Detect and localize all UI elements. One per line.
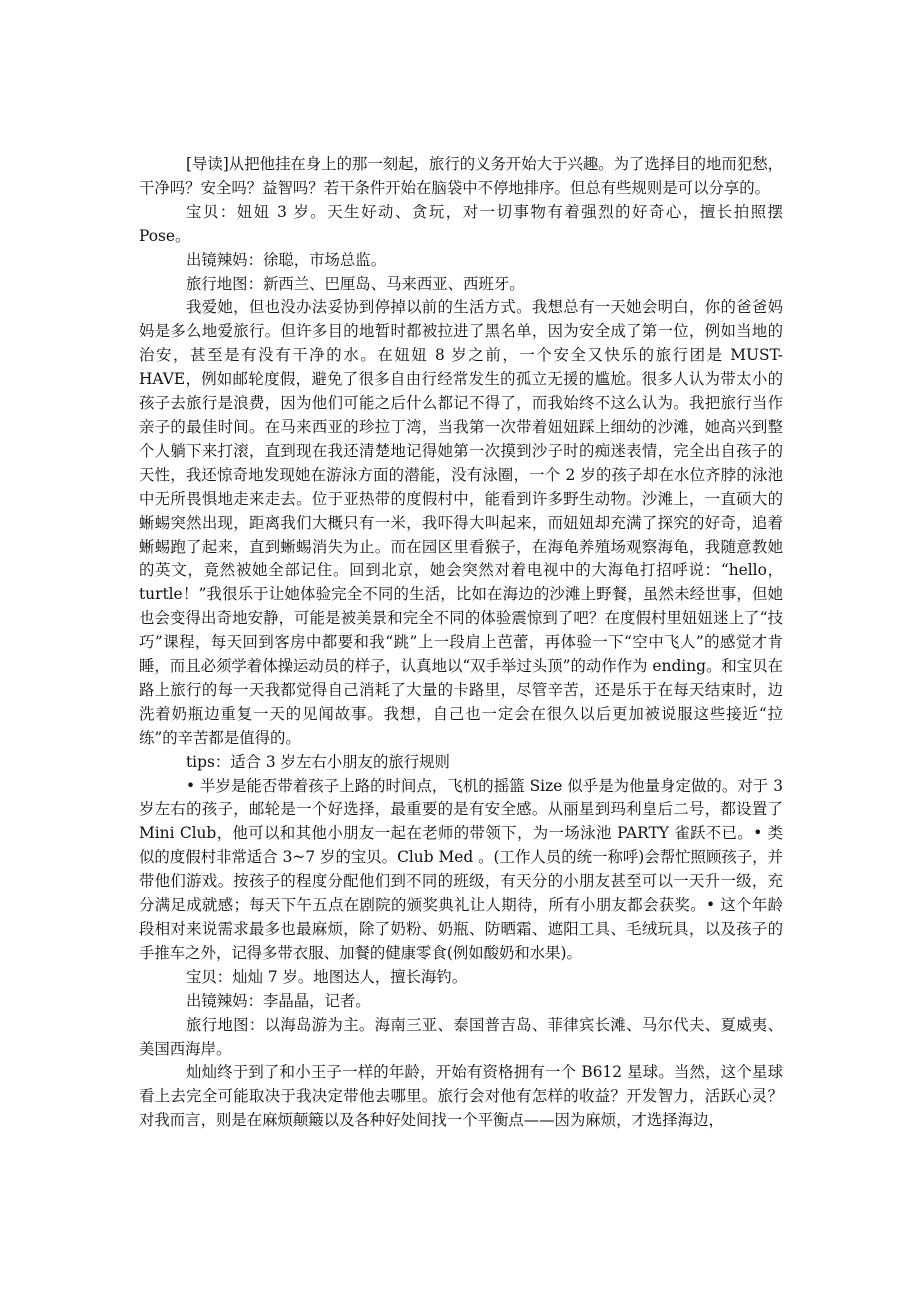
story-paragraph-cancan: 灿灿终于到了和小王子一样的年龄，开始有资格拥有一个 B612 星球。当然，这个星球看上去完全可能取决于我决定带他去哪里。旅行会对他有怎样的收益？开发智力，活跃心灵？对我而言，则是在麻烦颠簸以及各种好处间找一个平衡点——因为麻烦，才选择海边， <box>139 1063 783 1130</box>
mom-profile-lijingjing: 出镜辣妈：李晶晶，记者。 <box>186 991 371 1010</box>
travel-map-niuniu: 旅行地图：新西兰、巴厘岛、马来西亚、西班牙。 <box>186 274 525 293</box>
story-paragraph-niuniu: 我爱她，但也没办法妥协到停掉以前的生活方式。我想总有一天她会明白，你的爸爸妈妈是多么地爱旅行。但许多目的地暂时都被拉进了黑名单，因为安全成了第一位，例如当地的治安，甚至是有没有干净的水。在妞妞 8 岁之前，一个安全又快乐的旅行团是 MUST-HAVE，例如邮轮度假，避免了很多自由行经常发生的孤立无援的尴尬。很多人认为带太小的孩子去旅行是浪费，因为他们可能之后什么都记不得了，而我始终不这么认为。我把旅行当作亲子的最佳时间。在马来西亚的珍拉丁湾，当我第一次带着妞妞踩上细幼的沙滩，她高兴到整个人躺下来打滚，直到现在我还清楚地记得她第一次摸到沙子时的痴迷表情，完全出自孩子的天性，我还惊奇地发现她在游泳方面的潜能，没有泳圈，一个 2 岁的孩子却在水位齐脖的泳池中无所畏惧地走来走去。位于亚热带的度假村中，能看到许多野生动物。沙滩上，一直硕大的蜥蜴突然出现，距离我们大概只有一米，我吓得大叫起来，而妞妞却充满了探究的好奇，追着蜥蜴跑了起来，直到蜥蜴消失为止。而在园区里看猴子，在海龟养殖场观察海龟，我随意教她的英文，竟然被她全部记住。回到北京，她会突然对着电视中的大海龟打招呼说：“hello，turtle！”我很乐于让她体验完全不同的生活，比如在海边的沙滩上野餐，虽然未经世事，但她也会变得出奇地安静，可能是被美景和完全不同的体验震惊到了吧？在度假村里妞妞迷上了“技巧”课程，每天回到客房中都要和我“跳”上一段肩上芭蕾，再体验一下“空中飞人”的感觉才肯睡，而且必须学着体操运动员的样子，认真地以“双手举过头顶”的动作作为 ending。和宝贝在路上旅行的每一天我都觉得自己消耗了大量的卡路里，尽管辛苦，还是乐于在每天结束时，边洗着奶瓶边重复一天的见闻故事。我想，自己也一定会在很久以后更加被说服这些接近“拉练”的辛苦都是值得的。 <box>139 298 783 747</box>
travel-map-cancan: 旅行地图：以海岛游为主。海南三亚、泰国普吉岛、菲律宾长滩、马尔代夫、夏威夷、美国西海岸。 <box>139 1015 783 1058</box>
tips-list: • 半岁是能否带着孩子上路的时间点，飞机的摇篮 Size 似乎是为他量身定做的。对于 3 岁左右的孩子，邮轮是一个好选择，最重要的是有安全感。从丽星到玛利皇后二号，都设置了 Mini Club，他可以和其他小朋友一起在老师的带领下，为一场泳池 PARTY 雀跃不已。• 类似的度假村非常适合 3~7 岁的宝贝。Club Med 。(工作人员的统一称呼)会帮忙照顾孩子，并带他们游戏。按孩子的程度分配他们到不同的班级，有天分的小朋友甚至可以一天升一级，充分满足成就感；每天下午五点在剧院的颁奖典礼让人期待，所有小朋友都会获奖。• 这个年龄段相对来说需求最多也最麻烦，除了奶粉、奶瓶、防晒霜、遮阳工具、毛绒玩具，以及孩子的手推车之外，记得多带衣服、加餐的健康零食(例如酸奶和水果)。 <box>139 776 783 962</box>
article-body <box>139 153 783 1133</box>
intro-paragraph: [导读]从把他挂在身上的那一刻起，旅行的义务开始大于兴趣。为了选择目的地而犯愁，干净吗？安全吗？益智吗？若干条件开始在脑袋中不停地排序。但总有些规则是可以分享的。 <box>139 155 783 197</box>
mom-profile-xucong: 出镜辣妈：徐聪，市场总监。 <box>186 250 387 269</box>
child-profile-niuniu: 宝贝：妞妞 3 岁。天生好动、贪玩，对一切事物有着强烈的好奇心，擅长拍照摆 Pose。 <box>139 202 783 245</box>
tips-heading: tips：适合 3 岁左右小朋友的旅行规则 <box>186 752 450 771</box>
child-profile-cancan: 宝贝：灿灿 7 岁。地图达人，擅长海钓。 <box>186 967 468 986</box>
